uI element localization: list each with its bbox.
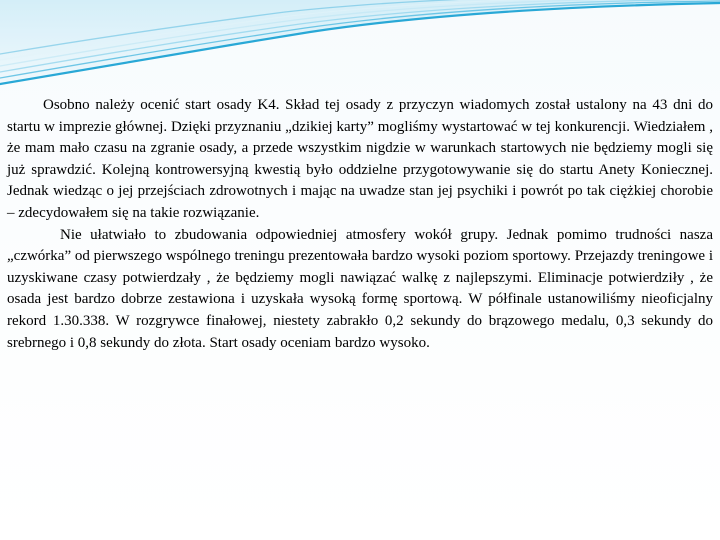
slide-body-text — [7, 95, 713, 354]
banner-band — [0, 0, 720, 82]
paragraph-2: Nie ułatwiało to zbudowania odpowiedniej atmosfery wokół grupy. Jednak pomimo trudności nasza „czwórka” od pierwszego wspólnego treningu prezentowała bardzo wysoki poziom sportowy. Przejazdy treningowe i uzyskiwane czasy potwierdzały , że będziemy mogli nawiązać walkę z najlepszymi. Eliminacje potwierdziły , że osada jest bardzo dobrze zestawiona i uzyskała wysoką formę sportową. W półfinale ustanowiliśmy nieoficjalny rekord 1.30.338. W rozgrywce finałowej, niestety zabrakło 0,2 sekundy do brązowego medalu, 0,3 sekundy do srebrnego i 0,8 sekundy do złota. Start osady oceniam bardzo wysoko. — [7, 226, 713, 351]
decorative-wave-banner — [0, 0, 720, 95]
paragraph-1: Osobno należy ocenić start osady K4. Skład tej osady z przyczyn wiadomych został ustalony na 43 dni do startu w imprezie głównej. Dzięki przyznaniu „dzikiej karty” mogliśmy wystartować w tej konkurencji. Wiedziałem , że mam mało czasu na zgranie osady, a przede wszystkim nigdzie w warunkach startowych nie będziemy mogli się już sprawdzić. Kolejną kontrowersyjną kwestią było oddzielne przygotowywanie się do startu Anety Koniecznej. Jednak wiedząc o jej przejściach zdrowotnych i mając na uwadze stan jej psychiki i powrót po tak ciężkiej chorobie – zdecydowałem się na takie rozwiązanie. — [7, 97, 713, 221]
